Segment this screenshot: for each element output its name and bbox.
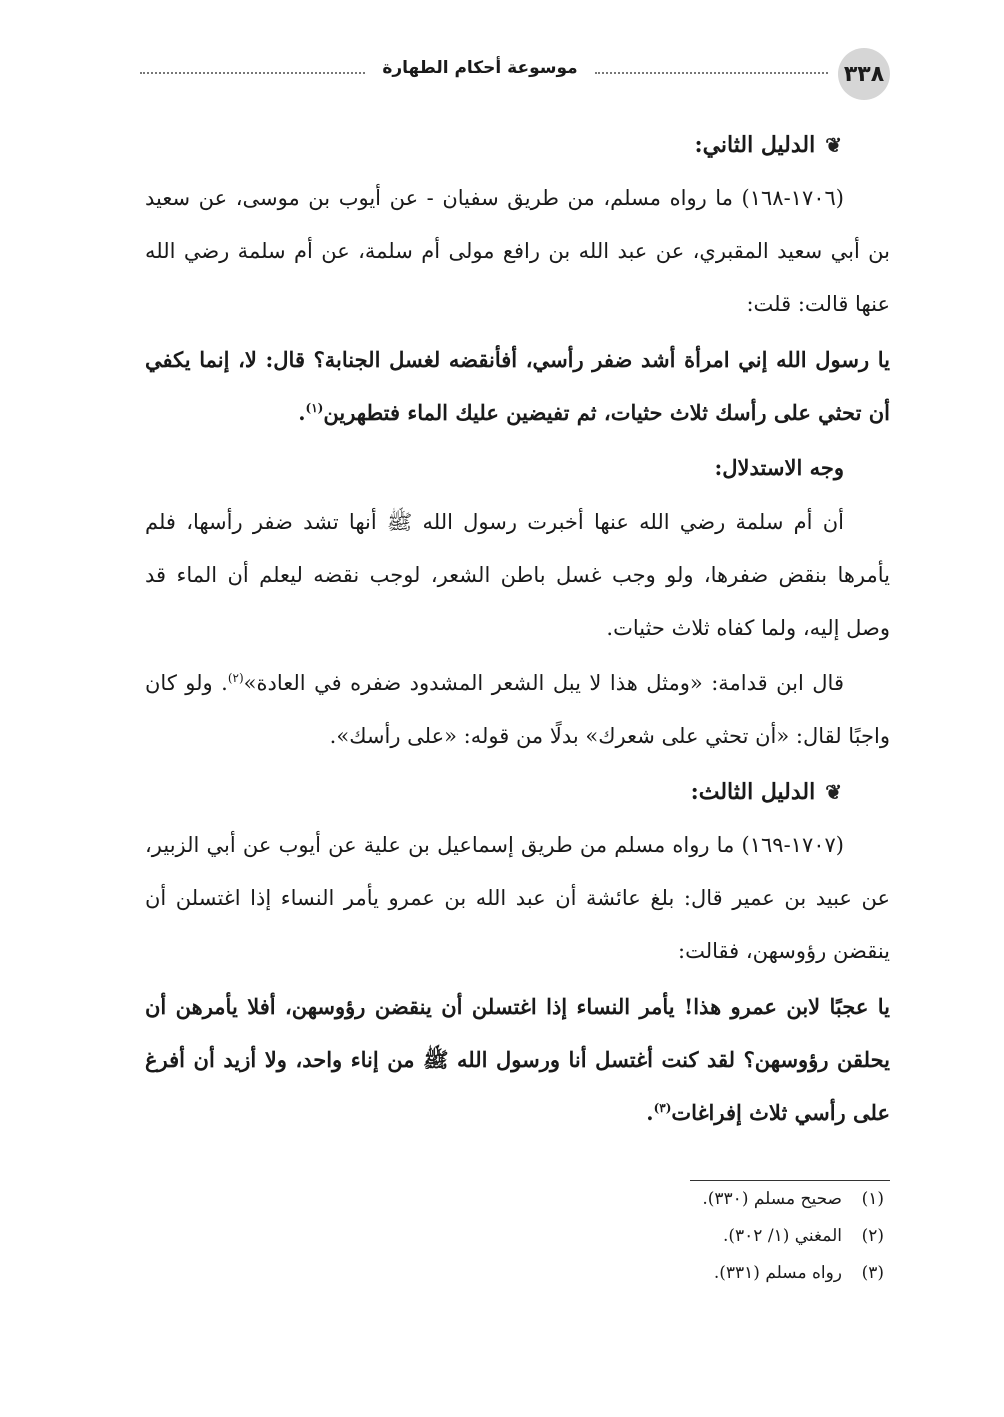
paragraph bbox=[145, 441, 890, 494]
paragraph bbox=[145, 333, 890, 439]
footnote-text: رواه مسلم (٣٣١). bbox=[713, 1263, 842, 1283]
footnotes bbox=[690, 1180, 890, 1292]
paragraph-tail: . ولو كان واجبًا لقال: «أن تحثي على شعرك» بدلًا من قوله: «على رأسك». bbox=[145, 671, 890, 748]
paragraph-text: قال ابن قدامة: «ومثل هذا لا يبل الشعر المشدود ضفره في العادة» bbox=[243, 671, 844, 695]
paragraph-text: أن أم سلمة رضي الله عنها أخبرت رسول الله ﷺ أنها تشد ضفر رأسها، فلم يأمرها بنقض ضفرها، ولو وجب غسل باطن الشعر، لوجب نقضه ليعلم أن الماء قد وصل إليه، ولما كفاه ثلاث حثيات. bbox=[145, 510, 890, 640]
paragraph bbox=[145, 819, 890, 978]
footnote-number: (٣) bbox=[861, 1263, 884, 1283]
paragraph-text: يا عجبًا لابن عمرو هذا! يأمر النساء إذا اغتسلن أن ينقضن رؤوسهن، أفلا يأمرهن أن يحلقن رؤوسهن؟ لقد كنت أغتسل أنا ورسول الله ﷺ من إناء واحد، ولا أزيد أن أفرغ على رأسي ثلاث إفراغات bbox=[145, 994, 890, 1125]
footnote-text: المغني (١/ ٣٠٢). bbox=[722, 1226, 842, 1246]
paragraph bbox=[145, 172, 890, 331]
page-header bbox=[140, 48, 890, 100]
paragraph-text: (١٧٠٧-١٦٩) ما رواه مسلم من طريق إسماعيل بن علية عن أيوب عن أبي الزبير، عن عبيد بن عمير قال: بلغ عائشة أن عبد الله بن عمرو يأمر النساء إذا اغتسلن أن ينقضن رؤوسهن، فقالت: bbox=[145, 833, 890, 963]
page-number: ٣٣٨ bbox=[838, 48, 890, 100]
footnote-ref[interactable]: (٢) bbox=[227, 671, 244, 685]
footnote-ref[interactable]: (١) bbox=[305, 401, 324, 415]
paragraph-tail: . bbox=[298, 400, 306, 425]
header-rule-right bbox=[595, 72, 828, 74]
paragraph-tail: . bbox=[646, 1100, 654, 1125]
leaf-ornament-icon: ❦ bbox=[825, 780, 842, 804]
footnote-item bbox=[690, 1181, 890, 1218]
heading-text: الدليل الثاني: bbox=[694, 132, 816, 158]
heading-text: الدليل الثالث: bbox=[690, 779, 816, 805]
paragraph-text: (١٧٠٦-١٦٨) ما رواه مسلم، من طريق سفيان - عن أيوب بن موسى، عن سعيد بن أبي سعيد المقبري، عن عبد الله بن رافع مولى أم سلمة، عن أم سلمة رضي الله عنها قالت: قلت: bbox=[145, 186, 890, 316]
footnote-number: (١) bbox=[861, 1189, 884, 1209]
leaf-ornament-icon: ❦ bbox=[825, 133, 842, 157]
footnote-item bbox=[690, 1218, 890, 1255]
footnote-text: صحيح مسلم (٣٣٠). bbox=[702, 1189, 842, 1209]
paragraph-text: وجه الاستدلال: bbox=[714, 455, 844, 480]
section-heading bbox=[145, 765, 890, 819]
book-title: موسوعة أحكام الطهارة bbox=[382, 58, 578, 78]
paragraph bbox=[145, 496, 890, 655]
section-heading bbox=[145, 118, 890, 172]
header-rule-left bbox=[140, 72, 365, 74]
paragraph bbox=[145, 980, 890, 1139]
footnote-ref[interactable]: (٣) bbox=[653, 1101, 672, 1115]
main-text bbox=[145, 118, 890, 1141]
footnote-item bbox=[690, 1255, 890, 1292]
paragraph-text: يا رسول الله إني امرأة أشد ضفر رأسي، أفأنقضه لغسل الجنابة؟ قال: لا، إنما يكفي أن تحثي على رأسك ثلاث حثيات، ثم تفيضين عليك الماء فتطهرين bbox=[145, 347, 890, 425]
footnote-number: (٢) bbox=[861, 1226, 884, 1246]
paragraph bbox=[145, 657, 890, 763]
